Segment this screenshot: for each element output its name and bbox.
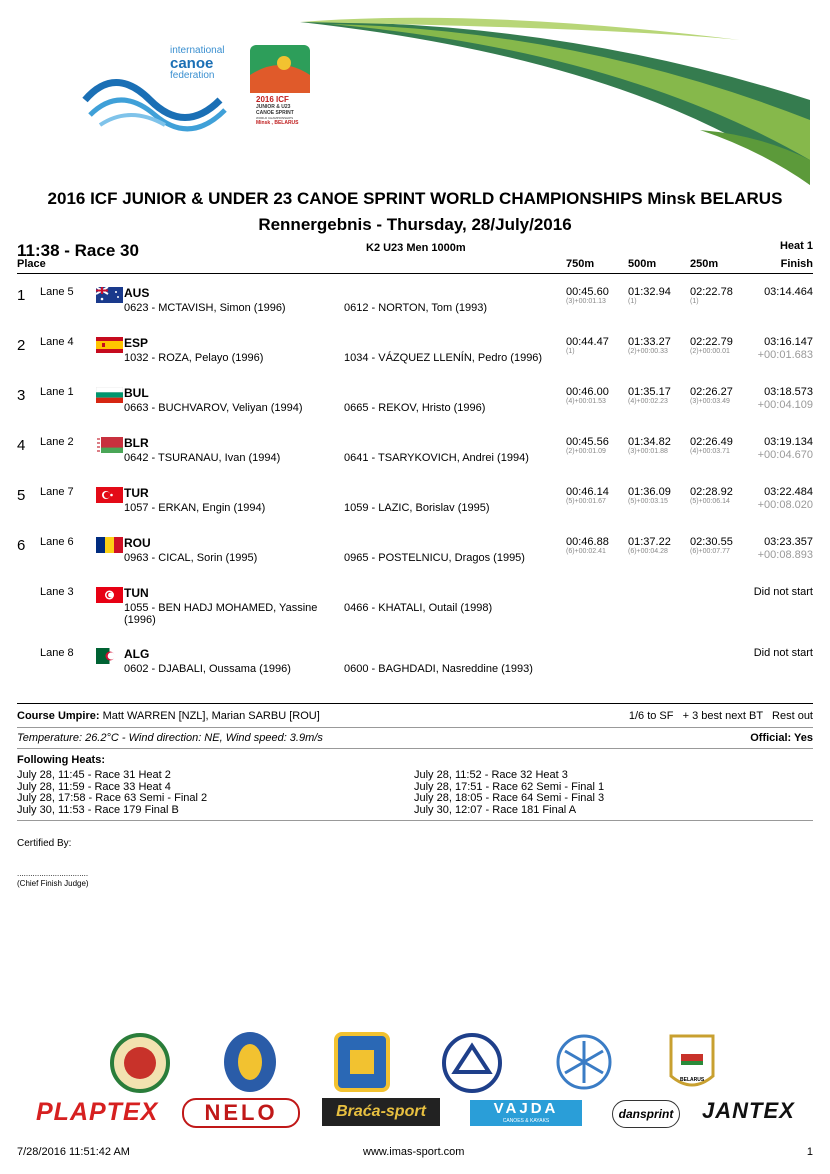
- result-finish: Did not start: [753, 647, 813, 659]
- split-500m: 01:34.82: [628, 436, 671, 448]
- braca-sport-logo: Braća-sport: [322, 1098, 440, 1126]
- progression-rule: 1/6 to SF + 3 best next BT Rest out: [628, 710, 813, 722]
- result-athlete-2: 0641 - TSARYKOVICH, Andrei (1994): [344, 452, 529, 464]
- result-row: [0, 284, 830, 334]
- nelo-logo: NELO: [182, 1098, 300, 1128]
- page-title: 2016 ICF JUNIOR & UNDER 23 CANOE SPRINT WORLD CHAMPIONSHIPS Minsk BELARUS: [47, 189, 783, 208]
- result-behind: +00:01.683: [757, 349, 813, 361]
- result-nation: TUN: [124, 586, 149, 600]
- split-500m-rank: (1): [628, 298, 637, 305]
- page-number: 1: [806, 1146, 813, 1158]
- result-athlete-1: 0963 - CICAL, Sorin (1995): [124, 552, 258, 564]
- result-athlete-2: 1059 - LAZIC, Borislav (1995): [344, 502, 490, 514]
- flag-bul-icon: [96, 387, 123, 403]
- result-place: 2: [17, 337, 26, 354]
- split-750m: 00:46.14: [566, 486, 609, 498]
- result-behind: +00:08.020: [757, 499, 813, 511]
- following-heat: July 28, 11:45 - Race 31 Heat 2: [17, 769, 171, 781]
- result-nation: ROU: [124, 536, 151, 550]
- result-finish: 03:16.147: [764, 336, 813, 348]
- split-500m-rank: (3)+00:01.88: [628, 448, 668, 455]
- icf-logo-text-2: canoe: [170, 55, 214, 72]
- result-athlete-2: 0612 - NORTON, Tom (1993): [344, 302, 488, 314]
- result-row: [0, 645, 830, 695]
- flag-tur-icon: [96, 487, 123, 503]
- split-250m-rank: (5)+00:06.14: [690, 498, 730, 505]
- race-event: K2 U23 Men 1000m: [366, 242, 466, 254]
- belarus-olympic-emblem: [667, 1032, 717, 1094]
- result-athlete-1: 0663 - BUCHVAROV, Veliyan (1994): [124, 402, 303, 414]
- result-finish: 03:19.134: [764, 436, 813, 448]
- result-row: [0, 584, 830, 634]
- result-behind: +00:04.109: [757, 399, 813, 411]
- split-500m: 01:36.09: [628, 486, 671, 498]
- following-heat: July 28, 18:05 - Race 64 Semi - Final 3: [414, 792, 605, 804]
- following-heat: July 30, 12:07 - Race 181 Final A: [414, 803, 577, 816]
- result-finish: 03:18.573: [764, 386, 813, 398]
- event-logo: [250, 45, 320, 135]
- split-250m-rank: (4)+00:03.71: [690, 448, 730, 455]
- result-behind: +00:04.670: [757, 449, 813, 461]
- result-place: 3: [17, 387, 26, 404]
- following-heats-title: Following Heats:: [17, 754, 105, 766]
- header-divider: [17, 273, 813, 274]
- vajda-wordmark: VAJDA: [493, 1100, 559, 1117]
- split-250m: 02:28.92: [690, 486, 733, 498]
- result-row: [0, 434, 830, 484]
- split-750m: 00:46.00: [566, 386, 609, 398]
- result-row: [0, 484, 830, 534]
- split-750m-rank: (6)+00:02.41: [566, 548, 606, 555]
- belarus-emblem-label: BELARUS: [680, 1077, 705, 1083]
- result-nation: ESP: [124, 336, 149, 350]
- col-header-place: Place: [17, 258, 46, 270]
- result-finish: 03:23.357: [764, 536, 813, 548]
- result-lane: Lane 5: [40, 286, 74, 298]
- split-750m: 00:45.56: [566, 436, 609, 448]
- following-heat: July 30, 11:53 - Race 179 Final B: [17, 803, 179, 816]
- result-lane: Lane 3: [40, 586, 74, 598]
- jantex-logo: JANTEX: [702, 1098, 795, 1123]
- official-status: Official: Yes: [750, 732, 813, 744]
- certified-label: Certified By:: [17, 838, 72, 849]
- split-250m: 02:22.79: [690, 336, 733, 348]
- event-logo-line-3: CANOE SPRINT: [256, 110, 294, 116]
- result-nation: BUL: [124, 386, 149, 400]
- split-500m-rank: (2)+00:00.33: [628, 348, 668, 355]
- weather-divider: [17, 748, 813, 749]
- flag-blr-icon: [96, 437, 123, 453]
- split-750m-rank: (3)+00:01.13: [566, 298, 606, 305]
- race-heat: Heat 1: [779, 240, 813, 252]
- result-place: 4: [17, 437, 26, 454]
- course-umpire: [17, 710, 320, 722]
- result-athlete-1: 0602 - DJABALI, Oussama (1996): [124, 663, 291, 675]
- result-finish: 03:22.484: [764, 486, 813, 498]
- result-lane: Lane 8: [40, 647, 74, 659]
- split-500m-rank: (6)+00:04.28: [628, 548, 668, 555]
- split-750m-rank: (5)+00:01.67: [566, 498, 606, 505]
- signature-line: ................................: [17, 869, 89, 878]
- col-header-500m: 500m: [628, 258, 657, 270]
- split-500m-rank: (4)+00:02.23: [628, 398, 668, 405]
- split-250m-rank: (6)+00:07.77: [690, 548, 730, 555]
- result-place: 6: [17, 537, 26, 554]
- col-header-750m: 750m: [566, 258, 595, 270]
- result-athlete-1: 1032 - ROZA, Pelayo (1996): [124, 352, 264, 364]
- result-lane: Lane 4: [40, 336, 74, 348]
- result-behind: +00:08.893: [757, 549, 813, 561]
- result-lane: Lane 6: [40, 536, 74, 548]
- icf-logo-text-3: federation: [170, 70, 215, 81]
- result-finish: Did not start: [753, 586, 813, 598]
- result-place: 5: [17, 487, 26, 504]
- result-athlete-1: 0642 - TSURANAU, Ivan (1994): [124, 452, 281, 464]
- result-athlete-2: 0466 - KHATALI, Outail (1998): [344, 602, 493, 614]
- vajda-logo: [470, 1100, 582, 1126]
- vajda-subtext: CANOES & KAYAKS: [502, 1118, 550, 1124]
- dansprint-logo: dansprint: [612, 1100, 680, 1128]
- following-heats-left: [17, 770, 207, 816]
- event-logo-line-2: JUNIOR & U23: [256, 104, 291, 110]
- split-250m-rank: (2)+00:00.01: [690, 348, 730, 355]
- result-finish: 03:14.464: [764, 286, 813, 298]
- result-lane: Lane 1: [40, 386, 74, 398]
- result-athlete-2: 1034 - VÁZQUEZ LLENÍN, Pedro (1996): [344, 352, 543, 364]
- flag-alg-icon: [96, 648, 123, 664]
- event-logo-line-1: 2016 ICF: [256, 95, 289, 104]
- split-750m: 00:44.47: [566, 336, 609, 348]
- weather-info: Temperature: 26.2°C - Wind direction: NE, Wind speed: 3.9m/s: [17, 732, 323, 744]
- icf-logo-text-1: international: [170, 45, 225, 56]
- result-row: [0, 534, 830, 584]
- split-750m-rank: (2)+00:01.09: [566, 448, 606, 455]
- following-heat: July 28, 11:59 - Race 33 Heat 4: [17, 780, 171, 793]
- result-row: [0, 384, 830, 434]
- results-divider: [17, 703, 813, 704]
- flag-aus-icon: [96, 287, 123, 303]
- following-heats-right: [414, 770, 604, 816]
- following-heat: July 28, 17:51 - Race 62 Semi - Final 1: [414, 780, 605, 793]
- result-athlete-2: 0600 - BAGHDADI, Nasreddine (1993): [344, 663, 533, 675]
- event-emblem-icon: [250, 45, 310, 93]
- split-250m-rank: (1): [690, 298, 699, 305]
- flag-rou-icon: [96, 537, 123, 553]
- split-500m: 01:33.27: [628, 336, 671, 348]
- result-athlete-1: 0623 - MCTAVISH, Simon (1996): [124, 302, 286, 314]
- result-athlete-2: 0965 - POSTELNICU, Dragos (1995): [344, 552, 525, 564]
- result-athlete-2: 0665 - REKOV, Hristo (1996): [344, 402, 486, 414]
- split-250m-rank: (3)+00:03.49: [690, 398, 730, 405]
- split-250m: 02:26.27: [690, 386, 733, 398]
- split-750m: 00:45.60: [566, 286, 609, 298]
- result-nation: TUR: [124, 486, 149, 500]
- federation-emblem: [441, 1032, 503, 1094]
- page-subtitle: Rennergebnis - Thursday, 28/July/2016: [258, 215, 572, 234]
- result-nation: AUS: [124, 286, 150, 300]
- district-crest: [332, 1030, 392, 1094]
- split-500m: 01:35.17: [628, 386, 671, 398]
- following-heat: July 28, 17:58 - Race 63 Semi - Final 2: [17, 792, 208, 804]
- split-500m: 01:32.94: [628, 286, 671, 298]
- result-nation: BLR: [124, 436, 149, 450]
- result-row: [0, 334, 830, 384]
- umpire-label: Course Umpire:: [17, 710, 100, 722]
- snowflake-emblem: [555, 1033, 613, 1091]
- result-lane: Lane 7: [40, 486, 74, 498]
- col-header-250m: 250m: [690, 258, 719, 270]
- flag-tun-icon: [96, 587, 123, 603]
- result-place: 1: [17, 287, 26, 304]
- umpire-divider: [17, 727, 813, 728]
- plaptex-logo: PLAPTEX: [36, 1098, 159, 1126]
- split-750m: 00:46.88: [566, 536, 609, 548]
- event-logo-line-5: Minsk , BELARUS: [256, 120, 299, 126]
- result-lane: Lane 2: [40, 436, 74, 448]
- footer-url[interactable]: www.imas-sport.com: [363, 1146, 465, 1158]
- icf-logo: [80, 40, 240, 140]
- race-time-number: 11:38 - Race 30: [17, 241, 139, 260]
- col-header-finish: Finish: [780, 258, 813, 270]
- split-500m: 01:37.22: [628, 536, 671, 548]
- following-divider: [17, 820, 813, 821]
- split-250m: 02:26.49: [690, 436, 733, 448]
- result-athlete-1: 1057 - ERKAN, Engin (1994): [124, 502, 266, 514]
- split-750m-rank: (4)+00:01.53: [566, 398, 606, 405]
- minsk-region-crest: [108, 1032, 172, 1094]
- umpire-names: Matt WARREN [NZL], Marian SARBU [ROU]: [102, 710, 320, 722]
- result-nation: ALG: [124, 647, 150, 661]
- result-athlete-1: 1055 - BEN HADJ MOHAMED, Yassine (1996): [124, 602, 318, 626]
- split-500m-rank: (5)+00:03.15: [628, 498, 668, 505]
- split-250m: 02:30.55: [690, 536, 733, 548]
- chief-judge-label: (Chief Finish Judge): [17, 879, 89, 888]
- split-750m-rank: (1): [566, 348, 575, 355]
- following-heat: July 28, 11:52 - Race 32 Heat 3: [414, 769, 568, 781]
- print-timestamp: 7/28/2016 11:51:42 AM: [17, 1146, 130, 1158]
- flag-esp-icon: [96, 337, 123, 353]
- event-logo-line-4: WORLD CHAMPIONSHIPS: [256, 116, 294, 120]
- minsk-city-crest: [220, 1030, 280, 1094]
- split-250m: 02:22.78: [690, 286, 733, 298]
